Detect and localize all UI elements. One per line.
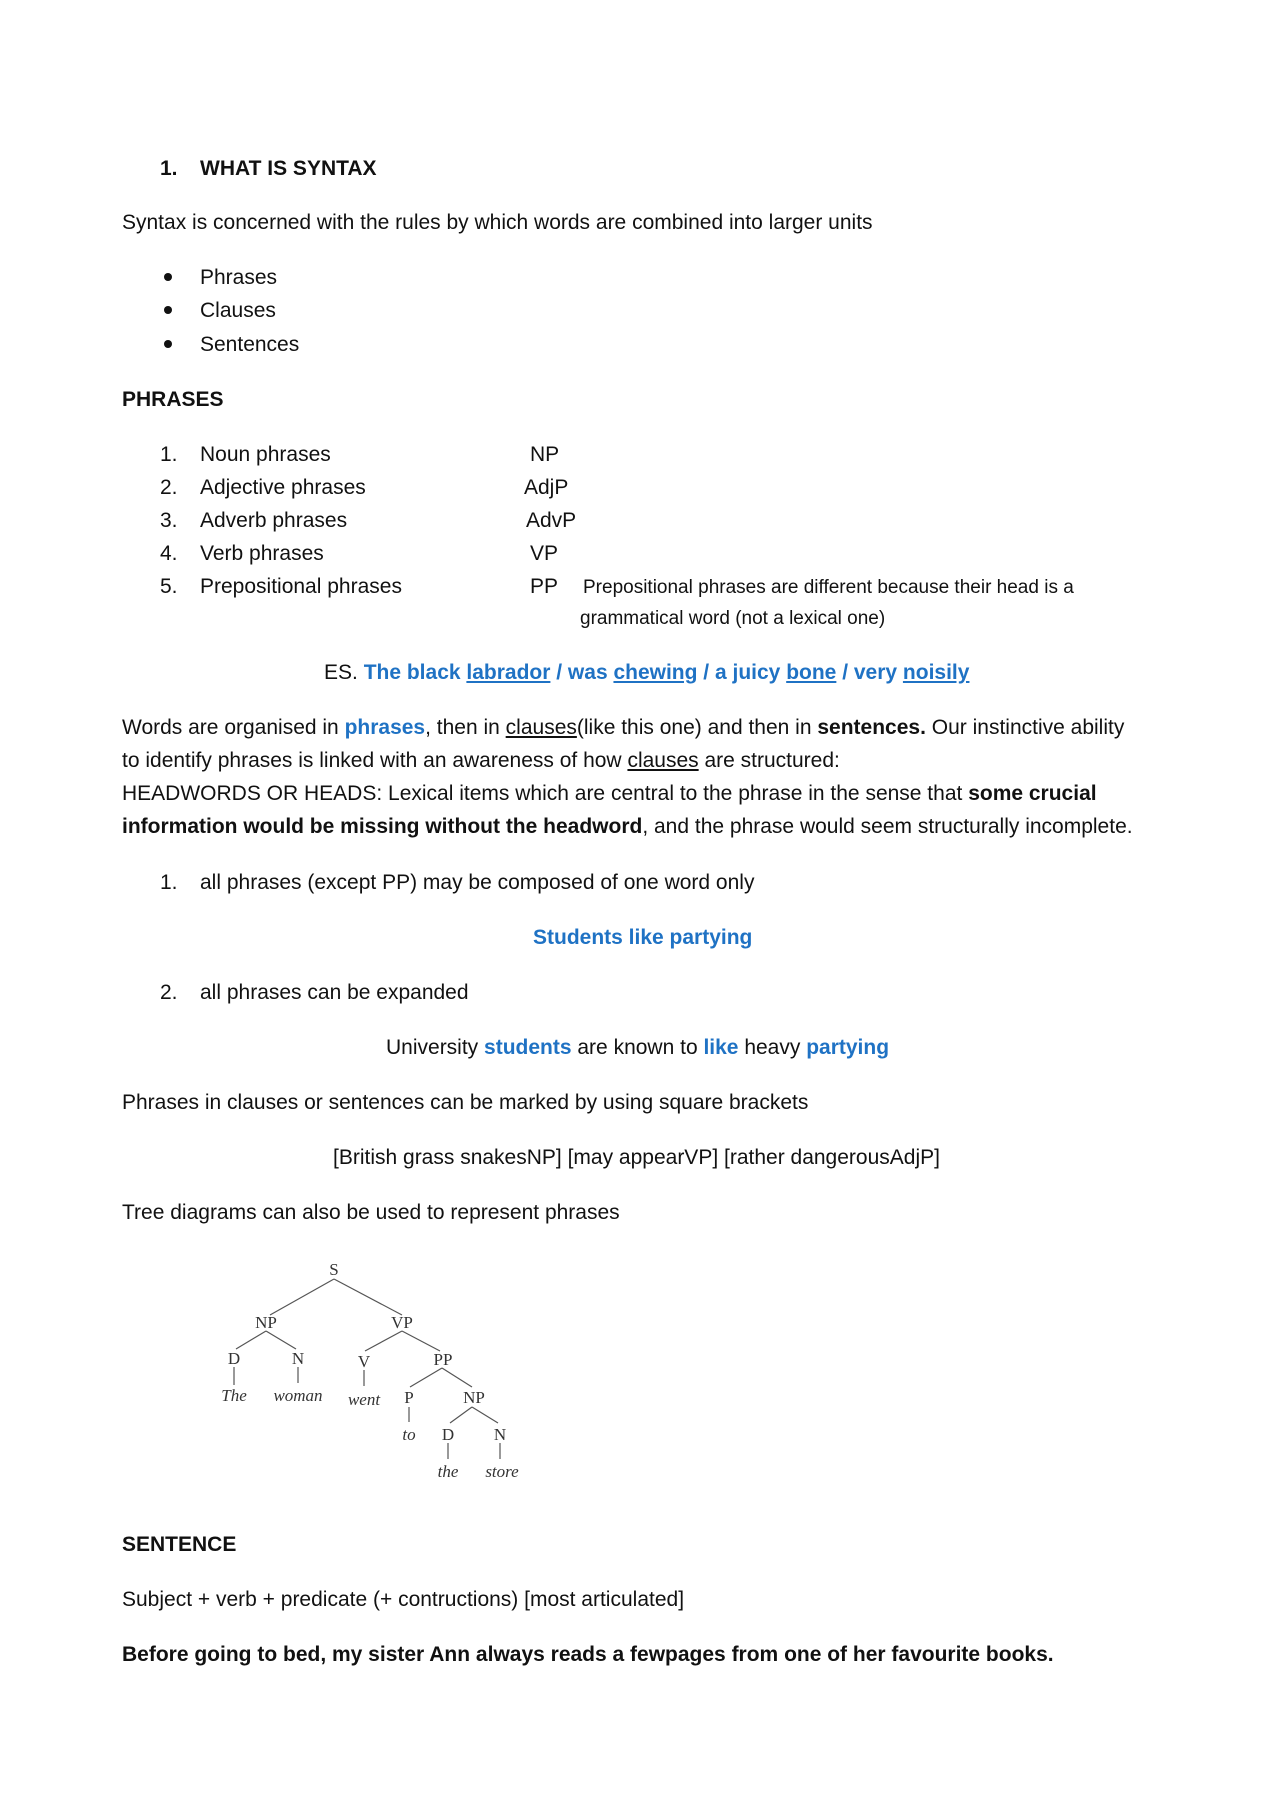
example-prefix: ES. [324, 661, 364, 684]
phrase-abbr: VP [530, 542, 559, 565]
branch-line [365, 1331, 402, 1351]
bullet-dot [164, 273, 172, 281]
page-title: WHAT IS SYNTAX [200, 157, 377, 180]
text-span: , then in [425, 716, 506, 739]
sentence-example: Before going to bed, my sister Ann always reads a fewpages from one of her favourite books. [122, 1643, 1054, 1666]
tree-leaf-woman: woman [273, 1386, 323, 1405]
example-part: / a juicy [697, 661, 787, 684]
phrase-name: Verb phrases [200, 542, 324, 565]
rule-text: all phrases (except PP) may be composed of one word only [200, 871, 755, 894]
intro-text: Syntax is concerned with the rules by which words are combined into larger units [122, 211, 873, 234]
tree-diagram [200, 1255, 560, 1525]
phrase-name: Adjective phrases [200, 476, 366, 499]
paragraph-line [122, 781, 1097, 806]
phrase-abbr: PP [530, 575, 559, 598]
tree-node-p: P [404, 1388, 414, 1407]
text-span: are structured: [698, 749, 840, 772]
list-item: Phrases [200, 266, 278, 289]
text-span: sentences. [817, 716, 926, 739]
branch-line [472, 1407, 498, 1423]
tree-node-v: V [357, 1352, 371, 1371]
text-span: phrases [344, 716, 426, 739]
list-number: 5. [160, 575, 178, 598]
phrase-name: Prepositional phrases [200, 575, 402, 598]
list-number: 1. [160, 871, 178, 894]
bullet-dot [164, 306, 172, 314]
text-span: University [386, 1036, 485, 1059]
phrase-name: Noun phrases [200, 443, 331, 466]
example-part: / very [836, 661, 903, 684]
tree-leaf-store: store [485, 1462, 519, 1481]
text-span: Words are organised in [122, 716, 345, 739]
tree-node-d: D [227, 1349, 241, 1368]
branch-line [450, 1407, 472, 1423]
pp-note-line2: grammatical word (not a lexical one) [580, 608, 886, 629]
tree-node-vp: VP [391, 1313, 413, 1332]
text-span: clauses [627, 749, 699, 772]
text-span: partying [806, 1036, 890, 1059]
text-span: some crucial [968, 782, 1097, 805]
branch-line [402, 1331, 440, 1351]
branch-line [270, 1279, 334, 1315]
list-number: 4. [160, 542, 178, 565]
paragraph-line [122, 814, 1133, 839]
example-head: labrador [466, 661, 551, 684]
tree-leaf-the: The [221, 1386, 247, 1405]
text-span: HEADWORDS OR HEADS: Lexical items which are central to the phrase in the sense that [122, 782, 969, 805]
tree-leaf-went: went [347, 1390, 381, 1409]
tree-leaf-to: to [402, 1425, 416, 1444]
text-span: clauses [505, 716, 577, 739]
tree-node-pp: PP [433, 1350, 453, 1369]
phrase-abbr: AdjP [524, 476, 569, 499]
brackets-intro: Phrases in clauses or sentences can be marked by using square brackets [122, 1091, 809, 1114]
tree-leaf-the2: the [437, 1462, 459, 1481]
heading-number: 1. [160, 157, 178, 180]
rule-text: all phrases can be expanded [200, 981, 469, 1004]
tree-node-n: N [291, 1349, 305, 1368]
sentence-heading: SENTENCE [122, 1533, 237, 1556]
tree-node-d2: D [441, 1425, 455, 1444]
text-span: like [703, 1036, 739, 1059]
phrase-name: Adverb phrases [200, 509, 348, 532]
example-head: bone [786, 661, 837, 684]
pp-note-line1: Prepositional phrases are different because their head is a [583, 577, 1074, 598]
text-span: (like this one) and then in [576, 716, 818, 739]
list-number: 2. [160, 981, 178, 1004]
list-number: 3. [160, 509, 178, 532]
example-part: The black [363, 661, 467, 684]
brackets-example: [British grass snakesNP] [may appearVP] [rather dangerousAdjP] [333, 1146, 940, 1169]
text-span: to identify phrases is linked with an awareness of how [122, 749, 628, 772]
phrase-abbr: NP [530, 443, 560, 466]
tree-intro: Tree diagrams can also be used to represent phrases [122, 1201, 620, 1224]
tree-node-np: NP [255, 1313, 277, 1332]
example-head: chewing [613, 661, 698, 684]
phrase-abbr: AdvP [526, 509, 577, 532]
tree-node-np2: NP [463, 1388, 485, 1407]
text-span: Our instinctive ability [925, 716, 1125, 739]
example-sentence [324, 660, 969, 685]
text-span: , and the phrase would seem structurally incomplete. [642, 815, 1133, 838]
tree-node-s: S [329, 1260, 339, 1279]
example-head: noisily [902, 661, 970, 684]
branch-line [334, 1279, 402, 1315]
branch-line [236, 1331, 266, 1349]
text-span: are known to [571, 1036, 704, 1059]
list-number: 1. [160, 443, 178, 466]
paragraph-line [122, 748, 840, 773]
list-number: 2. [160, 476, 178, 499]
paragraph-line [122, 715, 1124, 740]
bullet-dot [164, 340, 172, 348]
branch-line [410, 1368, 442, 1387]
example-students: Students like partying [533, 926, 753, 949]
example-part: / was [550, 661, 614, 684]
text-span: information would be missing without the headword [122, 815, 643, 838]
tree-node-n2: N [493, 1425, 507, 1444]
example-university [386, 1035, 889, 1060]
sentence-definition: Subject + verb + predicate (+ contructions) [most articulated] [122, 1588, 685, 1611]
list-item: Clauses [200, 299, 276, 322]
text-span: students [484, 1036, 572, 1059]
branch-line [266, 1331, 296, 1349]
phrases-heading: PHRASES [122, 388, 224, 411]
branch-line [442, 1368, 472, 1387]
list-item: Sentences [200, 333, 300, 356]
text-span: heavy [738, 1036, 807, 1059]
